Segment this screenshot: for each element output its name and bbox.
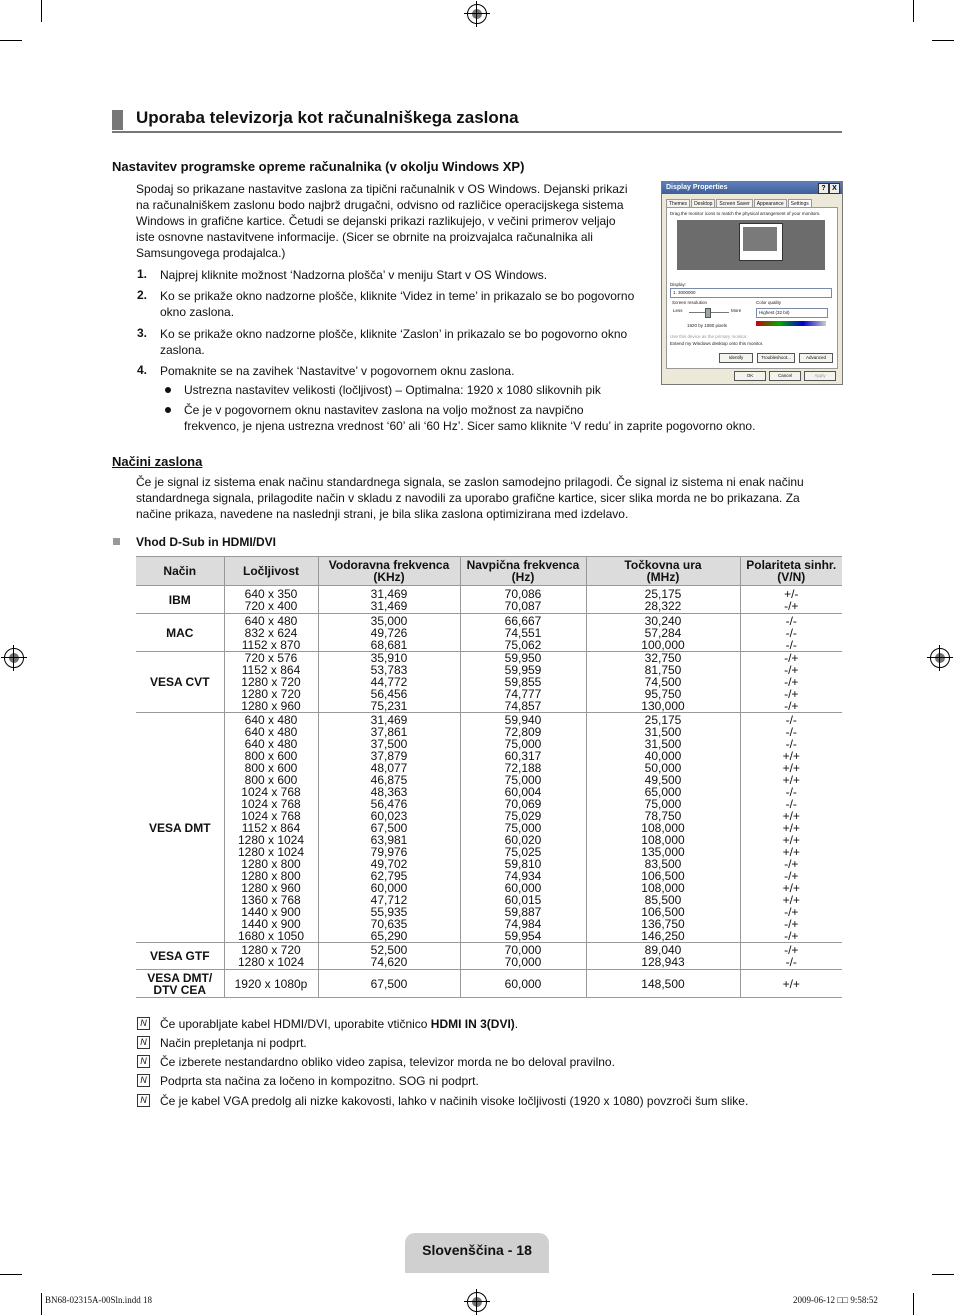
- table-row: MAC 640 x 480 832 x 624 1152 x 870 35,000 49,726 68,681 66,667 74,551 75,062 30,240 57,284 100,000 -/- -/- -/-: [136, 614, 842, 652]
- section-heading-modes: Načini zaslona: [112, 454, 203, 469]
- note-icon: N: [137, 1094, 150, 1107]
- bullet-icon: [165, 407, 171, 413]
- dialog-title: Display Properties: [666, 184, 728, 191]
- color-quality-select: Highest (32 bit): [756, 308, 828, 318]
- crop-mark: [932, 40, 954, 41]
- advanced-button: Advanced: [799, 353, 833, 363]
- print-date: 2009-06-12 □□ 9:58:52: [793, 1295, 878, 1305]
- less-label: Less: [673, 308, 683, 313]
- section-heading-windows: Nastavitev programske opreme računalnika (v okolju Windows XP): [112, 159, 525, 174]
- registration-mark-icon: [467, 1292, 487, 1312]
- step-text: Ko se prikaže okno nadzorne plošče, kliknite ‘Videz in teme’ in prikazalo se bo pogovorno okno zaslona.: [160, 289, 635, 319]
- crop-mark: [0, 1274, 22, 1275]
- bullet-icon: [165, 387, 171, 393]
- note-text: Podprta sta načina za ločeno in kompozitno. SOG ni podprt.: [160, 1074, 479, 1088]
- display-select: 1. 3000000: [670, 288, 832, 298]
- step-number: 1.: [137, 267, 148, 281]
- troubleshoot-button: Troubleshoot...: [757, 353, 795, 363]
- crop-mark: [41, 1293, 42, 1315]
- resolution-label: Screen resolution: [672, 300, 708, 305]
- primary-monitor-check: Use this device as the primary monitor.: [670, 334, 748, 339]
- page-number-tab: Slovenščina - 18: [405, 1233, 549, 1273]
- step-text: Ko se prikaže okno nadzorne plošče, kliknite ‘Zaslon’ in prikazalo se bo pogovorno okno zaslona.: [160, 327, 628, 357]
- table-row: VESA DMT 640 x 480 640 x 480 640 x 480 800 x 600 800 x 600 800 x 600 1024 x 768 1024 x 768 1024 x 768 1152 x 864 1280 x 1024 1280 x 1024 1280 x 800 1280 x 800 1280 x 960 1360 x 768 1440 x 900 1440 x 900 1680 x 1050 31,469 37,861 37,500 37,879 48,077 46,875 48,363 56,476 60,023 67,500 63,981 79,976 49,702 62,795 60,000 47,712 55,935 70,635 65,290 59,940 72,809 75,000 60,317 72,188 75,000 60,004 70,069 75,029 75,000 60,020 75,025 59,810 74,934 60,000 60,015 59,887 74,984 59,954 25,175 31,500 31,500 40,000 50,000 49,500 65,000 75,000 78,750 108,000 108,000 135,000 83,500 106,500 108,000 85,500 106,500 136,750 146,250 -/- -/- -/- +/+ +/+ +/+ -/- -/- +/+ +/+ +/+ +/+ -/+ -/+ +/+ +/+ -/+ -/+ -/+: [136, 713, 842, 943]
- crop-mark: [932, 1274, 954, 1275]
- crop-mark: [0, 40, 22, 41]
- settings-panel: [666, 207, 838, 369]
- identify-button: Identify: [719, 353, 753, 363]
- crop-mark: [913, 1293, 914, 1315]
- tab-themes: Themes: [666, 199, 690, 209]
- color-quality-label: Color quality: [756, 300, 782, 305]
- col-header: Polariteta sinhr. (V/N): [740, 557, 842, 586]
- registration-mark-icon: [930, 648, 950, 668]
- tab-screen-saver: Screen Saver: [716, 199, 752, 209]
- square-bullet-icon: [113, 538, 120, 545]
- note-text: Način prepletanja ni podprt.: [160, 1036, 307, 1050]
- note-icon: N: [137, 1017, 150, 1030]
- slider-thumb: [705, 308, 711, 318]
- registration-mark-icon: [4, 648, 24, 668]
- tab-desktop: Desktop: [691, 199, 715, 209]
- page-title: Uporaba televizorja kot računalniškega zaslona: [136, 108, 519, 127]
- col-header: Točkovna ura (MHz): [586, 557, 740, 586]
- monitor-icon: [739, 223, 783, 261]
- close-icon: X: [829, 183, 840, 194]
- heading-underline: [112, 131, 842, 133]
- table-header-row: [136, 557, 842, 586]
- drag-instructions: Drag the monitor icons to match the physical arrangement of your monitors.: [670, 211, 821, 216]
- ok-button: OK: [734, 371, 766, 381]
- table-row: VESA GTF 1280 x 720 1280 x 1024 52,500 74,620 70,000 70,000 89,040 128,943 -/+ -/-: [136, 943, 842, 970]
- bullet-text: Ustrezna nastavitev velikosti (ločljivost) – Optimalna: 1920 x 1080 slikovnih pik: [184, 383, 601, 397]
- crop-mark: [41, 0, 42, 22]
- table-row: VESA CVT 720 x 576 1152 x 864 1280 x 720 1280 x 720 1280 x 960 35,910 53,783 44,772 56,456 75,231 59,950 59,959 59,855 74,777 74,857 32,750 81,750 74,500 95,750 130,000 -/+ -/+ -/+ -/+ -/+: [136, 652, 842, 713]
- extend-desktop-check: Extend my Windows desktop onto this monitor.: [670, 341, 764, 346]
- apply-button: Apply: [804, 371, 836, 381]
- col-header: Način: [136, 557, 224, 586]
- table-row: VESA DMT/ DTV CEA 1920 x 1080p 67,500 60,000 148,500 +/+: [136, 970, 842, 998]
- display-label: Display:: [670, 282, 687, 287]
- heading-bar: [112, 110, 123, 130]
- col-header: Navpična frekvenca (Hz): [460, 557, 586, 586]
- step-number: 3.: [137, 326, 148, 340]
- note-icon: N: [137, 1036, 150, 1049]
- registration-mark-icon: [467, 4, 487, 24]
- step-number: 4.: [137, 363, 148, 377]
- tab-appearance: Appearance: [754, 199, 787, 209]
- note-icon: N: [137, 1074, 150, 1087]
- crop-mark: [913, 0, 914, 22]
- intro-paragraph: Spodaj so prikazane nastavitve zaslona za tipični računalnik v OS Windows. Dejanski prikazi na računalniškem zaslonu bodo najbrž drugačni, odvisno od različice operacijskega sistema Windows in grafične kartice. Četudi se dejanski prikazi razlikujejo, v večini primerov veljajo iste osnovne nastavitvene informacije. (Sicer se obrnite na proizvajalca računalnika ali Samsungovega prodajalca.): [136, 182, 628, 260]
- step-text: Najprej kliknite možnost ‘Nadzorna plošča’ v meniju Start v OS Windows.: [160, 268, 548, 282]
- bullet-text: Če je v pogovornem oknu nastavitev zaslona na voljo možnost za navpično frekvenco, je njena ustrezna vrednost ‘60’ ali ‘60 Hz’. Sicer samo kliknite ‘V redu’ in zaprite pogovorno okno.: [184, 403, 756, 433]
- help-icon: ?: [818, 183, 829, 194]
- monitor-preview: [677, 220, 825, 270]
- table-row: IBM 640 x 350 720 x 400 31,469 31,469 70,086 70,087 25,175 28,322 +/- -/+: [136, 586, 842, 614]
- col-header: Ločljivost: [224, 557, 318, 586]
- note-icon: N: [137, 1055, 150, 1068]
- step-number: 2.: [137, 288, 148, 302]
- modes-intro: Če je signal iz sistema enak načinu standardnega signala, se zaslon samodejno prilagodi. Če signal iz sistema ni enak načinu standardnega signala, prilagodite način v skladu z navodili za uporabo grafične kartice, sicer slika morda ne bo prikazana. Za načine prikaza, navedene na naslednji strani, je bila slika zaslona optimizirana med izdelavo.: [136, 475, 804, 521]
- table-caption: Vhod D-Sub in HDMI/DVI: [136, 535, 276, 549]
- step-text: Pomaknite se na zavihek ‘Nastavitve’ v pogovornem oknu zaslona.: [160, 364, 515, 378]
- file-info: BN68-02315A-00Sln.indd 18: [45, 1295, 153, 1305]
- color-bar: [756, 321, 826, 326]
- note-text: Če je kabel VGA predolg ali nizke kakovosti, lahko v načinih visoke ločljivosti (1920 x 1080) povzroči šum slike.: [160, 1094, 749, 1108]
- note-text: Če uporabljate kabel HDMI/DVI, uporabite vtičnico HDMI IN 3(DVI).: [160, 1017, 519, 1031]
- cancel-button: Cancel: [769, 371, 801, 381]
- display-properties-screenshot: [661, 181, 843, 385]
- col-header: Vodoravna frekvenca (KHz): [318, 557, 460, 586]
- more-label: More: [731, 308, 742, 313]
- note-text: Če izberete nestandardno obliko video zapisa, televizor morda ne bo deloval pravilno.: [160, 1055, 615, 1069]
- resolution-value: 1920 by 1080 pixels: [687, 323, 728, 328]
- display-modes-table: [136, 556, 842, 998]
- tab-settings: Settings: [788, 199, 812, 209]
